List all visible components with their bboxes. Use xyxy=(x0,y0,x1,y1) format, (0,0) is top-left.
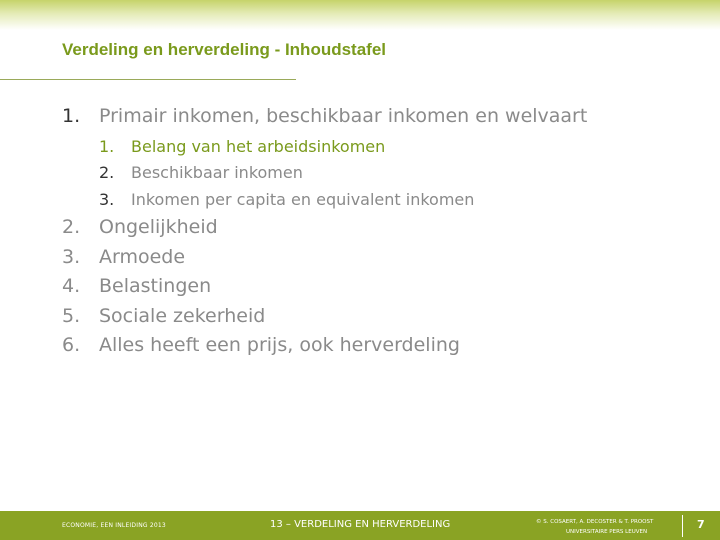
toc-subitem-number: 3. xyxy=(99,189,115,209)
footer-copyright xyxy=(536,517,653,537)
table-of-contents xyxy=(62,102,587,361)
toc-item-number: 3. xyxy=(62,245,81,268)
footer-course-title: ECONOMIE, EEN INLEIDING 2013 xyxy=(62,522,166,529)
toc-subitem-1-3 xyxy=(99,187,587,214)
footer-chapter-title: 13 – VERDELING EN HERVERDELING xyxy=(270,519,451,530)
toc-subitem-label: Inkomen per capita en equivalent inkomen xyxy=(131,189,475,209)
toc-item-number: 2. xyxy=(62,216,81,238)
footer-bar xyxy=(0,511,720,540)
toc-item-1 xyxy=(62,102,587,213)
page-number: 7 xyxy=(697,518,705,531)
toc-item-label: Alles heeft een prijs, ook herverdeling xyxy=(99,334,460,356)
title-underline xyxy=(0,79,296,80)
toc-item-6 xyxy=(62,331,587,361)
toc-item-number: 1. xyxy=(62,105,81,127)
toc-item-4 xyxy=(62,272,587,302)
footer-copyright-publisher: UNIVERSITAIRE PERS LEUVEN xyxy=(566,529,648,535)
toc-item-label: Ongelijkheid xyxy=(99,216,218,238)
toc-subitem-label: Belang van het arbeidsinkomen xyxy=(131,136,386,156)
footer-copyright-authors: © S. COSAERT, A. DECOSTER & T. PROOST xyxy=(536,519,654,525)
toc-item-number: 6. xyxy=(62,334,81,356)
toc-item-label: Sociale zekerheid xyxy=(99,304,266,327)
toc-subitem-number: 2. xyxy=(99,163,115,182)
toc-item-label: Armoede xyxy=(99,245,186,268)
toc-subitem-1-1 xyxy=(99,134,587,161)
toc-item-number: 4. xyxy=(62,275,81,297)
toc-subitem-label: Beschikbaar inkomen xyxy=(131,163,303,182)
toc-subitem-number: 1. xyxy=(99,136,115,156)
toc-subitems xyxy=(99,132,587,214)
toc-item-number: 5. xyxy=(62,304,81,327)
footer-divider xyxy=(682,515,683,537)
toc-item-2 xyxy=(62,213,587,243)
slide-title: Verdeling en herverdeling - Inhoudstafel xyxy=(62,40,387,59)
toc-item-3 xyxy=(62,243,587,273)
toc-item-5 xyxy=(62,302,587,332)
top-gradient-band xyxy=(0,0,720,30)
toc-subitem-1-2 xyxy=(99,160,587,187)
toc-item-label: Belastingen xyxy=(99,275,212,297)
toc-item-label: Primair inkomen, beschikbaar inkomen en welvaart xyxy=(99,105,588,127)
